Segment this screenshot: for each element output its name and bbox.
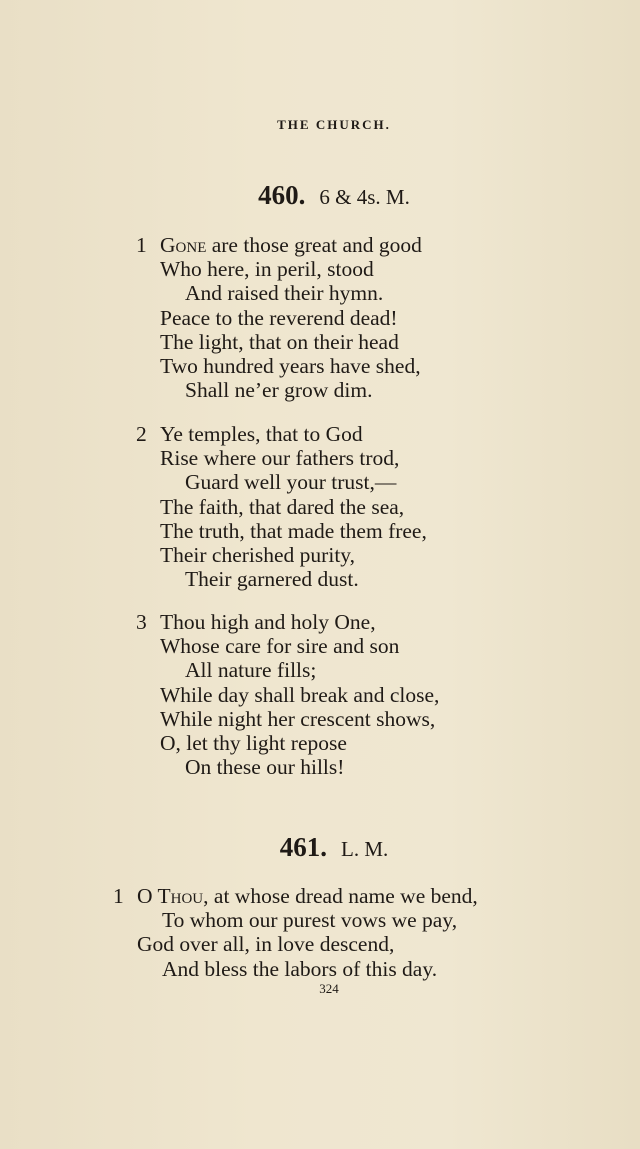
verse-line: While night her crescent shows, xyxy=(160,706,436,731)
stanza-number: 1 xyxy=(136,233,147,257)
hymn-460-stanza-2 xyxy=(136,422,427,592)
hymn-460-stanza-3 xyxy=(136,610,440,780)
verse-line: While day shall break and close, xyxy=(160,682,440,707)
verse-line: Their garnered dust. xyxy=(185,567,359,592)
hymn-meter: 6 & 4s. M. xyxy=(319,185,410,209)
verse-line: Their cherished purity, xyxy=(160,542,356,567)
verse-line: The light, that on their head xyxy=(160,329,399,354)
verse-line: And raised their hymn. xyxy=(185,281,384,306)
verse-line: Gone are those great and good xyxy=(160,233,422,257)
verse-line: Peace to the reverend dead! xyxy=(160,305,398,330)
verse-line: O Thou, at whose dread name we bend, xyxy=(137,884,478,908)
verse-line: Thou high and holy One, xyxy=(160,610,376,634)
verse-line: And bless the labors of this day. xyxy=(162,956,438,981)
verse-line: Ye temples, that to God xyxy=(160,422,363,446)
hymn-meter: L. M. xyxy=(341,837,389,861)
verse-line: Two hundred years have shed, xyxy=(160,353,421,378)
verse-line: The truth, that made them free, xyxy=(160,518,427,543)
hymn-460-stanza-1 xyxy=(136,233,422,403)
stanza-number: 3 xyxy=(136,610,147,634)
verse-line: Guard well your trust,— xyxy=(185,470,397,495)
verse-line: On these our hills! xyxy=(185,755,345,780)
stanza-number: 2 xyxy=(136,422,147,446)
verse-line: Rise where our fathers trod, xyxy=(160,446,400,471)
stanza-number: 1 xyxy=(113,884,124,908)
page-number: 324 xyxy=(319,981,339,996)
hymn-number: 460. xyxy=(258,180,306,210)
hymn-460-header xyxy=(0,180,640,211)
verse-line: O, let thy light repose xyxy=(160,730,347,755)
verse-line: All nature fills; xyxy=(185,658,317,683)
verse-line: The faith, that dared the sea, xyxy=(160,494,405,519)
hymn-461-stanza-1 xyxy=(113,884,478,981)
verse-line: God over all, in love descend, xyxy=(137,932,395,957)
verse-line: Who here, in peril, stood xyxy=(160,257,374,282)
hymn-number: 461. xyxy=(279,832,327,862)
verse-line: Whose care for sire and son xyxy=(160,634,400,659)
hymn-461-header xyxy=(0,832,640,863)
verse-line: Shall ne’er grow dim. xyxy=(185,378,373,403)
running-head: THE CHURCH. xyxy=(277,117,391,132)
verse-line: To whom our purest vows we pay, xyxy=(162,908,458,933)
